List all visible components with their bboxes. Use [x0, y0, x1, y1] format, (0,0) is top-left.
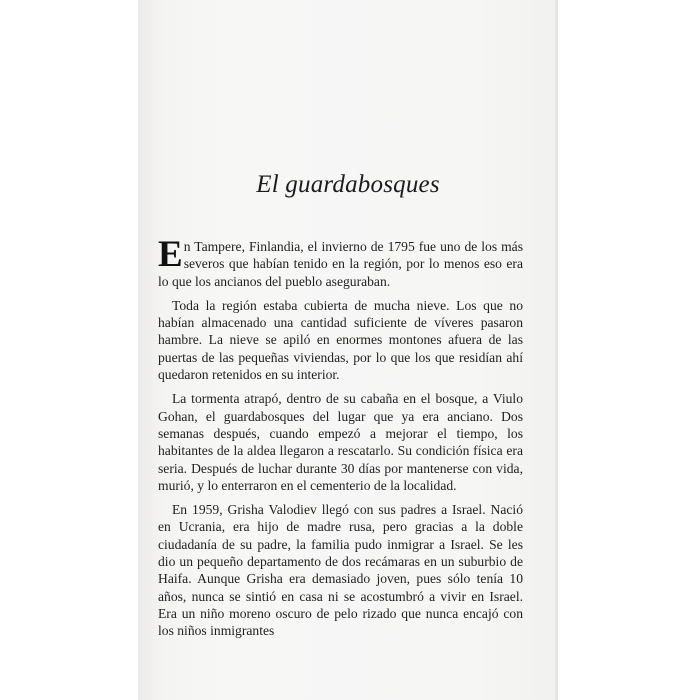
book-page: [138, 0, 558, 700]
drop-cap: E: [158, 234, 183, 275]
paragraph-2: Toda la región estaba cubierta de mucha nieve. Los que no habían almacenado una cantidad suficiente de víveres pasaron hambre. La nieve se apiló en enormes montones afuera de las puertas de las pequeñas viviendas, por lo que los que residían ahí quedaron retenidos en su interior.: [158, 297, 523, 383]
paragraph-3: La tormenta atrapó, dentro de su cabaña en el bosque, a Viulo Gohan, el guardabosques del lugar que ya era anciano. Dos semanas después, cuando empezó a mejorar el tiempo, los habitantes de la aldea llegaron a rescatarlo. Su condición física era seria. Después de luchar durante 30 días por mantenerse con vida, murió, y lo enterraron en el cementerio de la localidad.: [158, 391, 523, 493]
paragraph-1: [158, 234, 523, 290]
page-edge: [555, 0, 558, 700]
chapter-body: [158, 234, 523, 647]
chapter-title: El guardabosques: [256, 171, 440, 198]
paragraph-4: En 1959, Grisha Valodiev llegó con sus padres a Israel. Nació en Ucrania, era hijo de madre rusa, pero gracias a la doble ciudadanía de su padre, la familia pudo inmigrar a Israel. Se les dio un pequeño departamento de dos recámaras en un suburbio de Haifa. Aunque Grisha era demasiado joven, pues sólo tenía 10 años, nunca se sintió en casa ni se acostumbró a vivir en Israel. Era un niño moreno oscuro de pelo rizado que nunca encajó con los niños inmigrantes: [158, 502, 523, 639]
paragraph-1-text: n Tampere, Finlandia, el invierno de 1795 fue uno de los más severos que habían tenido en la región, por lo menos eso era lo que los ancianos del pueblo aseguraban.: [158, 239, 523, 289]
